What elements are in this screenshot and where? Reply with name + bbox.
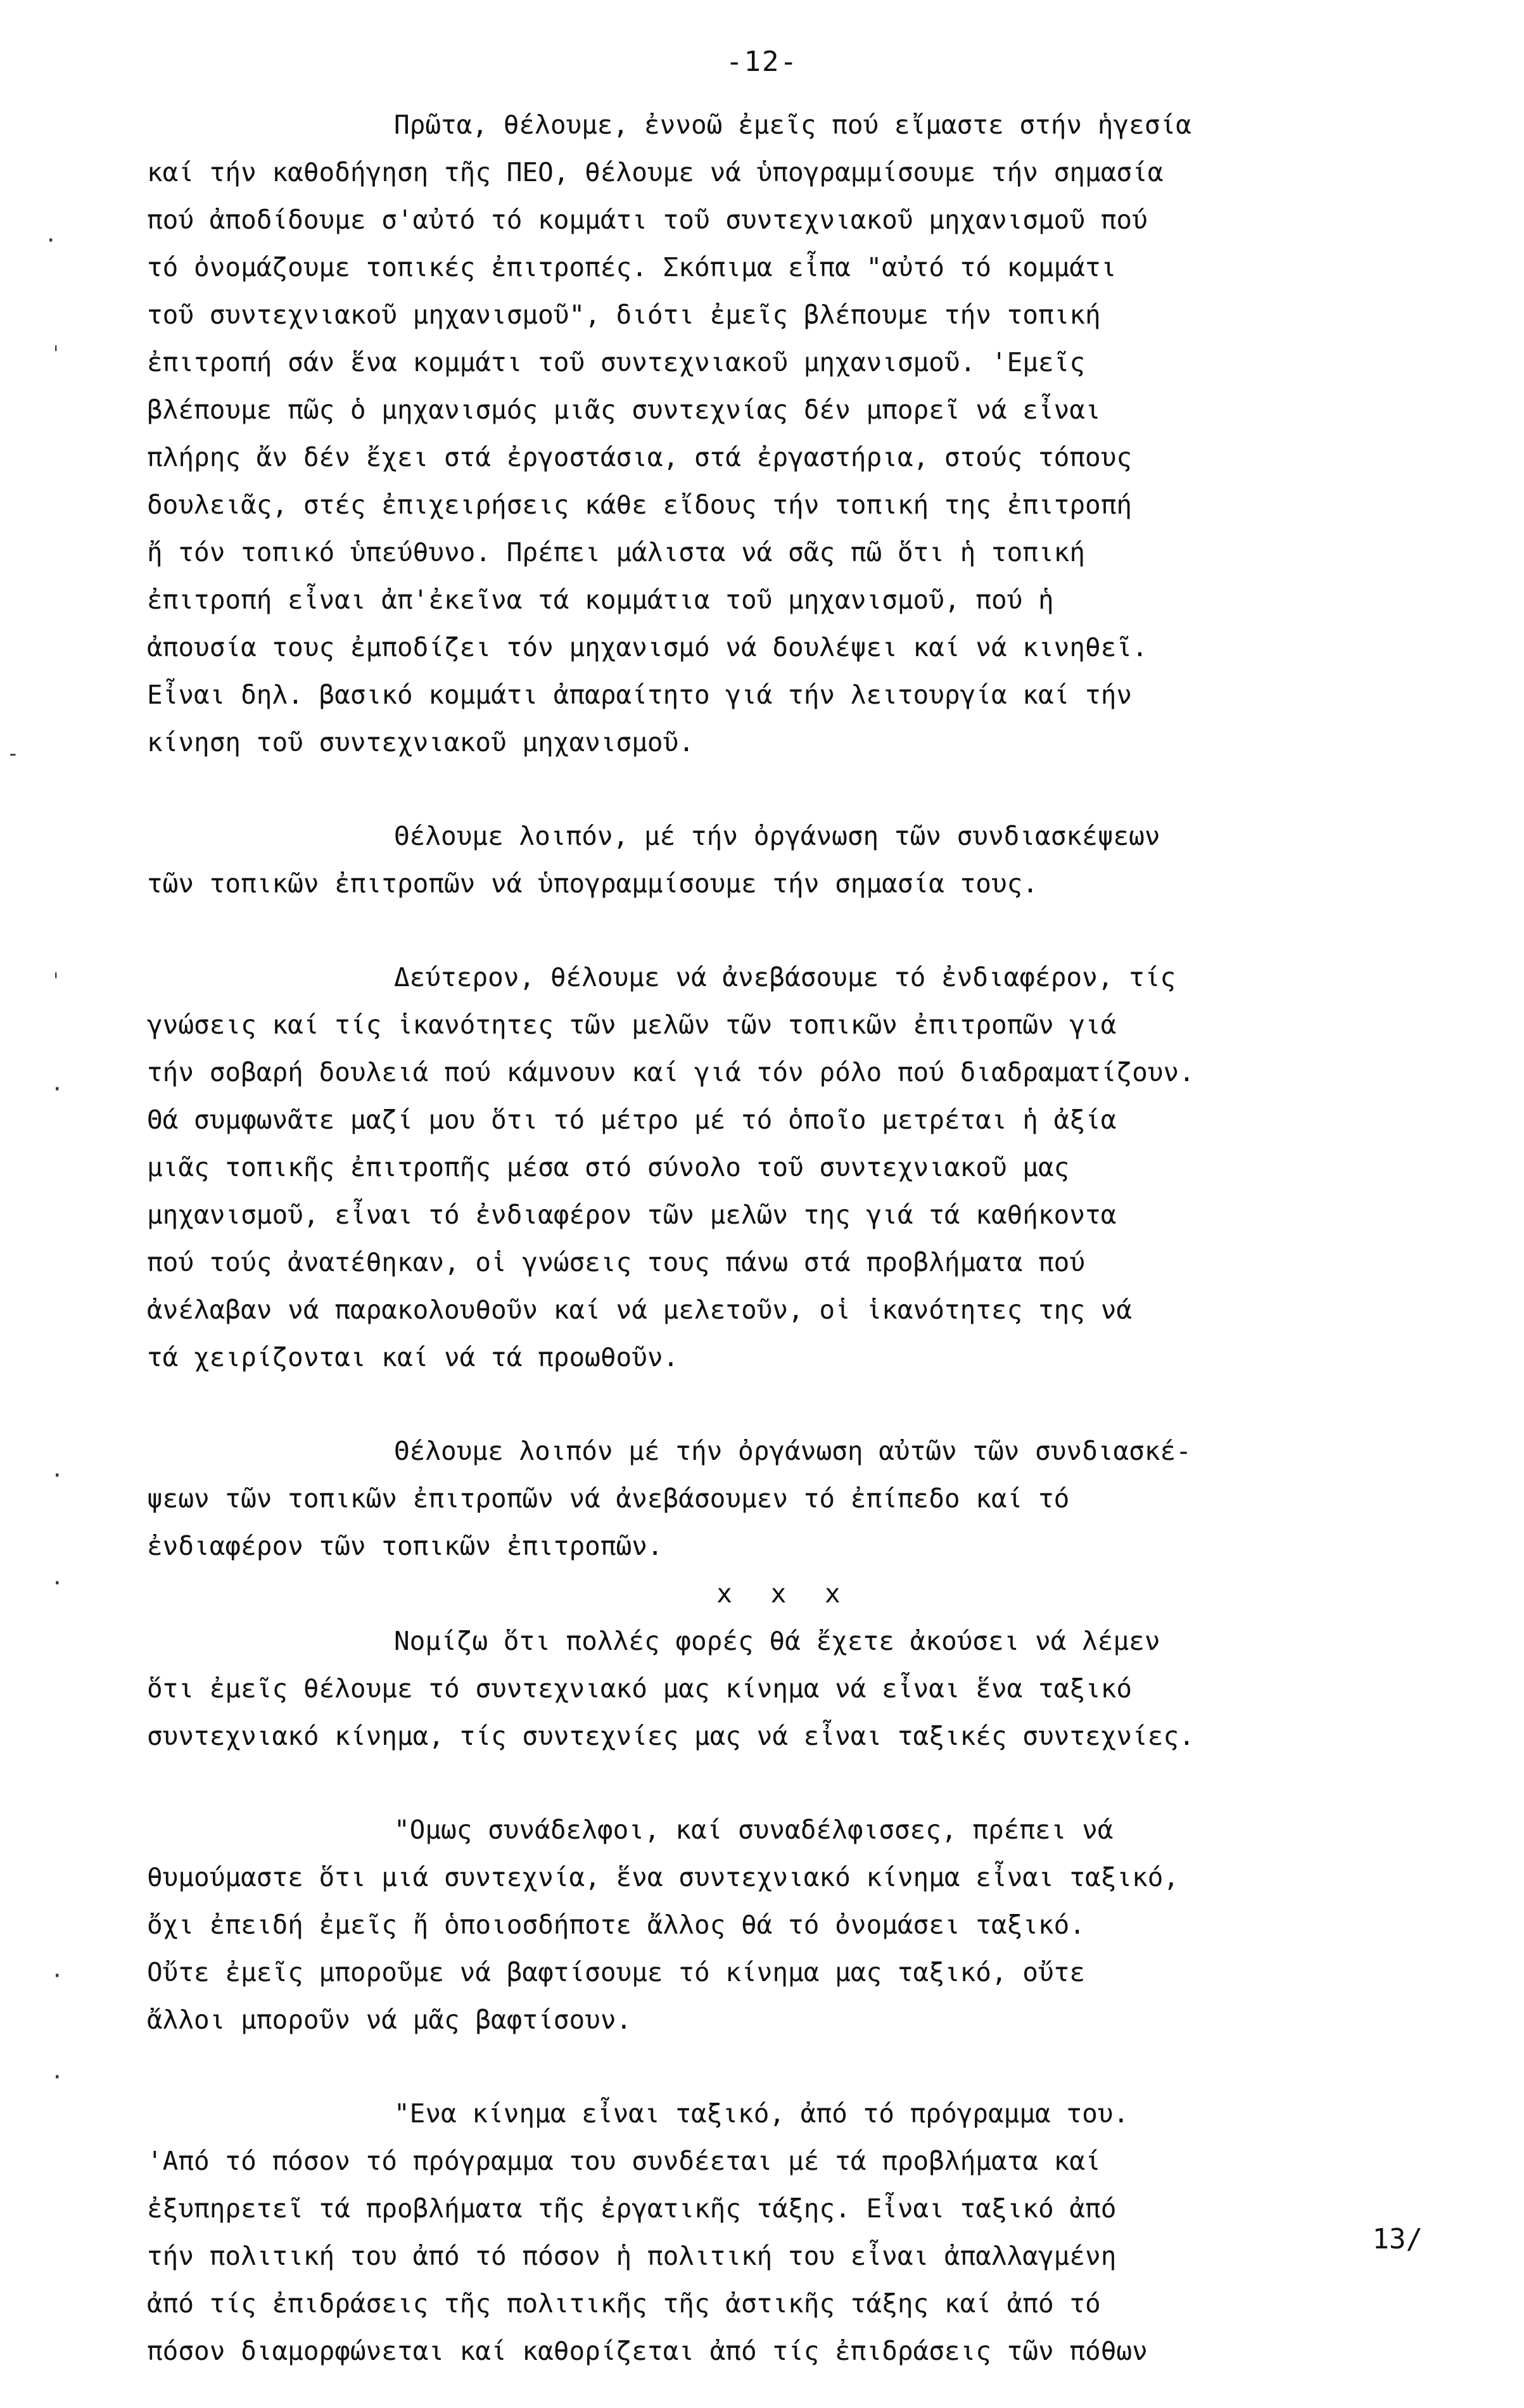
text-line: καί τήν καθοδήγηση τῆς ΠΕΟ, θέλουμε νά ὑπογραμμίσουμε τήν σημασία xyxy=(147,157,1164,187)
text-line: Πρῶτα, θέλουμε, ἐννοῶ ἐμεῖς πού εἴμαστε στήν ἡγεσία xyxy=(394,110,1191,140)
text-line: τά χειρίζονται καί νά τά προωθοῦν. xyxy=(147,1342,679,1372)
paragraph xyxy=(147,2090,1421,2375)
text-line: τήν πολιτική του ἀπό τό πόσον ἡ πολιτική του εἶναι ἀπαλλαγμένη xyxy=(147,2241,1117,2271)
text-line: πλήρης ἄν δέν ἔχει στά ἐργοστάσια, στά ἐργαστήρια, στούς τόπους xyxy=(147,442,1133,472)
scan-artifact: · xyxy=(44,228,58,253)
text-line: κίνηση τοῦ συντεχνιακοῦ μηχανισμοῦ. xyxy=(147,727,694,757)
next-page-marker: 13/ xyxy=(1372,2223,1423,2255)
text-line: ἐξυπηρετεῖ τά προβλήματα τῆς ἐργατικῆς τάξης. Εἶναι ταξικό ἀπό xyxy=(147,2193,1117,2224)
text-line: "Ομως συνάδελφοι, καί συναδέλφισσες, πρέπει νά xyxy=(394,1815,1114,1845)
paragraph-gap xyxy=(147,766,1421,813)
text-line: ἀπουσία τους ἐμποδίζει τόν μηχανισμό νά δουλέψει καί νά κινηθεῖ. xyxy=(147,632,1148,662)
text-line: συντεχνιακό κίνημα, τίς συντεχνίες μας νά εἶναι ταξικές συντεχνίες. xyxy=(147,1721,1195,1751)
text-line: ὄχι ἐπειδή ἐμεῖς ἤ ὁποιοσδήποτε ἄλλος θά τό ὀνομάσει ταξικό. xyxy=(147,1910,1086,1940)
text-line: γνώσεις καί τίς ἱκανότητες τῶν μελῶν τῶν τοπικῶν ἐπιτροπῶν γιά xyxy=(147,1010,1117,1040)
paragraph xyxy=(147,1428,1421,1570)
paragraph-gap xyxy=(147,1760,1421,1806)
scan-artifact: ˈ xyxy=(49,969,63,994)
scan-artifact: · xyxy=(51,1963,64,1989)
text-line: Θά συμφωνᾶτε μαζί μου ὅτι τό μέτρο μέ τό ὁποῖο μετρέται ἡ ἀξία xyxy=(147,1105,1117,1135)
text-line: 'Από τό πόσον τό πρόγραμμα του συνδέεται μέ τά προβλήματα καί xyxy=(147,2146,1101,2176)
scan-artifact: · xyxy=(51,2065,64,2090)
scan-artifact: · xyxy=(51,1077,64,1102)
paragraph-gap xyxy=(147,1381,1421,1428)
text-line: Δεύτερον, θέλουμε νά ἀνεβάσουμε τό ἐνδιαφέρον, τίς xyxy=(394,962,1176,992)
text-line: τοῦ συντεχνιακοῦ μηχανισμοῦ", διότι ἐμεῖς βλέπουμε τήν τοπική xyxy=(147,300,1101,330)
text-line: Νομίζω ὅτι πολλές φορές θά ἔχετε ἀκούσει νά λέμεν xyxy=(394,1626,1160,1656)
text-line: θυμούμαστε ὅτι μιά συντεχνία, ἕνα συντεχνιακό κίνημα εἶναι ταξικό, xyxy=(147,1862,1179,1892)
scan-artifact: · xyxy=(51,1571,64,1596)
text-line: πού τούς ἀνατέθηκαν, οἱ γνώσεις τους πάνω στά προβλήματα πού xyxy=(147,1247,1086,1277)
paragraph-gap xyxy=(147,2044,1421,2090)
paragraph xyxy=(147,1806,1421,2044)
paragraph xyxy=(147,101,1421,766)
text-line: ψεων τῶν τοπικῶν ἐπιτροπῶν νά ἀνεβάσουμεν τό ἐπίπεδο καί τό xyxy=(147,1483,1070,1514)
scan-artifact: ˈ xyxy=(49,342,63,367)
text-line: ἤ τόν τοπικό ὑπεύθυνο. Πρέπει μάλιστα νά σᾶς πῶ ὅτι ἡ τοπική xyxy=(147,537,1086,567)
text-line: πόσον διαμορφώνεται καί καθορίζεται ἀπό τίς ἐπιδράσεις τῶν πόθων xyxy=(147,2336,1148,2366)
text-line: ἐπιτροπή εἶναι ἀπ'ἐκεῖνα τά κομμάτια τοῦ μηχανισμοῦ, πού ἡ xyxy=(147,585,1054,615)
text-line: ἀπό τίς ἐπιδράσεις τῆς πολιτικῆς τῆς ἀστικῆς τάξης καί ἀπό τό xyxy=(147,2288,1101,2319)
text-line: δουλειᾶς, στές ἐπιχειρήσεις κάθε εἴδους τήν τοπική της ἐπιτροπή xyxy=(147,490,1133,520)
page-number: -12- xyxy=(726,46,798,78)
text-line: μηχανισμοῦ, εἶναι τό ἐνδιαφέρον τῶν μελῶν της γιά τά καθήκοντα xyxy=(147,1200,1117,1230)
text-line: τήν σοβαρή δουλειά πού κάμνουν καί γιά τόν ρόλο πού διαδραματίζουν. xyxy=(147,1057,1195,1087)
text-line: μιᾶς τοπικῆς ἐπιτροπῆς μέσα στό σύνολο τοῦ συντεχνιακοῦ μας xyxy=(147,1152,1070,1182)
body-text xyxy=(147,101,1421,2375)
text-line: Θέλουμε λοιπόν, μέ τήν ὀργάνωση τῶν συνδιασκέψεων xyxy=(394,821,1160,851)
text-line: βλέπουμε πῶς ὁ μηχανισμός μιᾶς συντεχνίας δέν μπορεῖ νά εἶναι xyxy=(147,395,1101,425)
text-line: Οὔτε ἐμεῖς μποροῦμε νά βαφτίσουμε τό κίνημα μας ταξικό, οὔτε xyxy=(147,1957,1086,1987)
paragraph-gap xyxy=(147,908,1421,954)
text-line: τῶν τοπικῶν ἐπιτροπῶν νά ὑπογραμμίσουμε τήν σημασία τους. xyxy=(147,868,1038,899)
text-line: Εἶναι δηλ. βασικό κομμάτι ἀπαραίτητο γιά τήν λειτουργία καί τήν xyxy=(147,680,1133,710)
text-line: ἐπιτροπή σάν ἕνα κομμάτι τοῦ συντεχνιακοῦ μηχανισμοῦ. 'Εμεῖς xyxy=(147,347,1086,377)
paragraph xyxy=(147,1570,1421,1760)
scan-artifact: · xyxy=(51,1463,64,1488)
paragraph xyxy=(147,813,1421,908)
text-line: ἐνδιαφέρον τῶν τοπικῶν ἐπιτροπῶν. xyxy=(147,1531,663,1561)
scan-artifact: - xyxy=(6,741,20,766)
text-line: Θέλουμε λοιπόν μέ τήν ὀργάνωση αὐτῶν τῶν συνδιασκέ- xyxy=(394,1436,1191,1466)
text-line: ἄλλοι μποροῦν νά μᾶς βαφτίσουν. xyxy=(147,2005,632,2035)
section-separator: x x x xyxy=(716,1578,852,1609)
paragraph xyxy=(147,954,1421,1381)
text-line: τό ὀνομάζουμε τοπικές ἐπιτροπές. Σκόπιμα εἶπα "αὐτό τό κομμάτι xyxy=(147,252,1117,282)
text-line: ἀνέλαβαν νά παρακολουθοῦν καί νά μελετοῦν, οἱ ἱκανότητες της νά xyxy=(147,1295,1133,1325)
text-line: ὅτι ἐμεῖς θέλουμε τό συντεχνιακό μας κίνημα νά εἶναι ἕνα ταξικό xyxy=(147,1673,1133,1704)
text-line: πού ἀποδίδουμε σ'αὐτό τό κομμάτι τοῦ συντεχνιακοῦ μηχανισμοῦ πού xyxy=(147,205,1148,235)
text-line: "Ενα κίνημα εἶναι ταξικό, ἀπό τό πρόγραμμα του. xyxy=(394,2098,1129,2129)
